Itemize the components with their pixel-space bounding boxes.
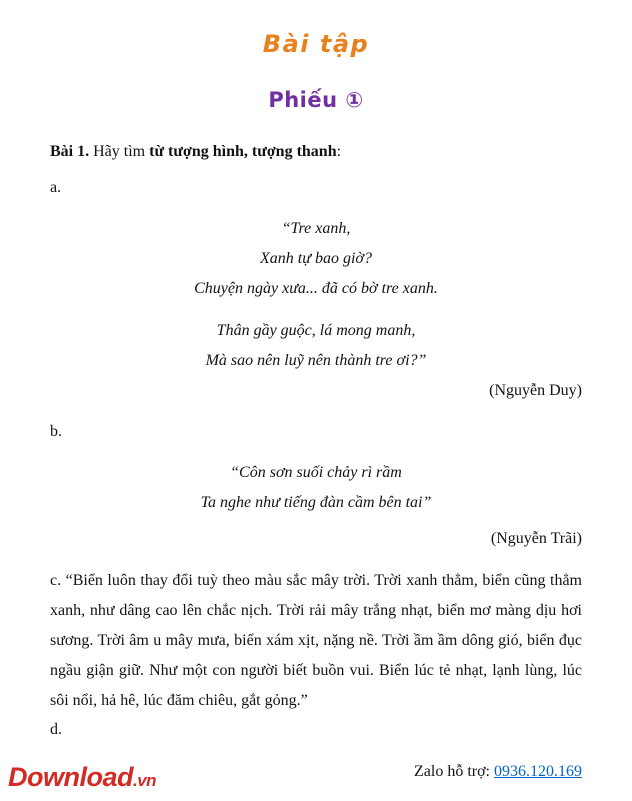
poem-b-author: (Nguyễn Trãi): [490, 530, 582, 547]
poem-line: Mà sao nên luỹ nên thành tre ơi?”: [205, 352, 427, 369]
poem-a-stanza-2: [50, 316, 582, 376]
logo-suffix-text: .vn: [133, 771, 157, 790]
poem-b: [50, 458, 582, 518]
poem-line: Xanh tự bao giờ?: [260, 250, 372, 267]
downloadvn-logo: [8, 762, 156, 793]
exercise-intro: Hãy tìm: [89, 143, 150, 160]
exercise-label: Bài 1.: [50, 143, 90, 160]
exercise-heading: [50, 142, 582, 162]
exercise-colon: :: [336, 143, 342, 160]
page-title: Bài tập: [262, 30, 370, 58]
item-d-label: d.: [50, 721, 62, 738]
poem-a-stanza-1: [50, 214, 582, 304]
logo-main-text: Download: [8, 762, 133, 792]
poem-line: “Côn sơn suối chảy rì rầm: [230, 464, 402, 481]
poem-line: “Tre xanh,: [281, 220, 351, 237]
item-b-label: b.: [50, 423, 62, 440]
exercise-keywords: từ tượng hình, tượng thanh: [149, 143, 337, 160]
item-c-paragraph: c. “Biển luôn thay đổi tuỳ theo màu sắc mây trời. Trời xanh thẳm, biển cũng thẳm xanh, như dâng cao lên chắc nịch. Trời rải mây trắng nhạt, biển mơ màng dịu hơi sương. Trời âm u mây mưa, biển xám xịt, nặng nề. Trời ầm ầm dông gió, biển đục ngầu giận giữ. Như một con người biết buồn vui. Biển lúc tẻ nhạt, lạnh lùng, lúc sôi nổi, hả hê, lúc đăm chiêu, gắt gỏng.”: [50, 572, 582, 709]
poem-line: Thân gầy guộc, lá mong manh,: [216, 322, 416, 339]
item-a-label: a.: [50, 179, 62, 196]
zalo-support-label: Zalo hỗ trợ:: [414, 763, 494, 780]
poem-line: Chuyện ngày xưa... đã có bờ tre xanh.: [194, 280, 438, 297]
zalo-support-phone-link[interactable]: 0936.120.169: [494, 763, 582, 780]
sheet-number-title: Phiếu ①: [268, 88, 364, 112]
poem-line: Ta nghe như tiếng đàn cầm bên tai”: [200, 494, 432, 511]
poem-a-author: (Nguyễn Duy): [489, 382, 582, 399]
zalo-support-line: [414, 763, 582, 781]
